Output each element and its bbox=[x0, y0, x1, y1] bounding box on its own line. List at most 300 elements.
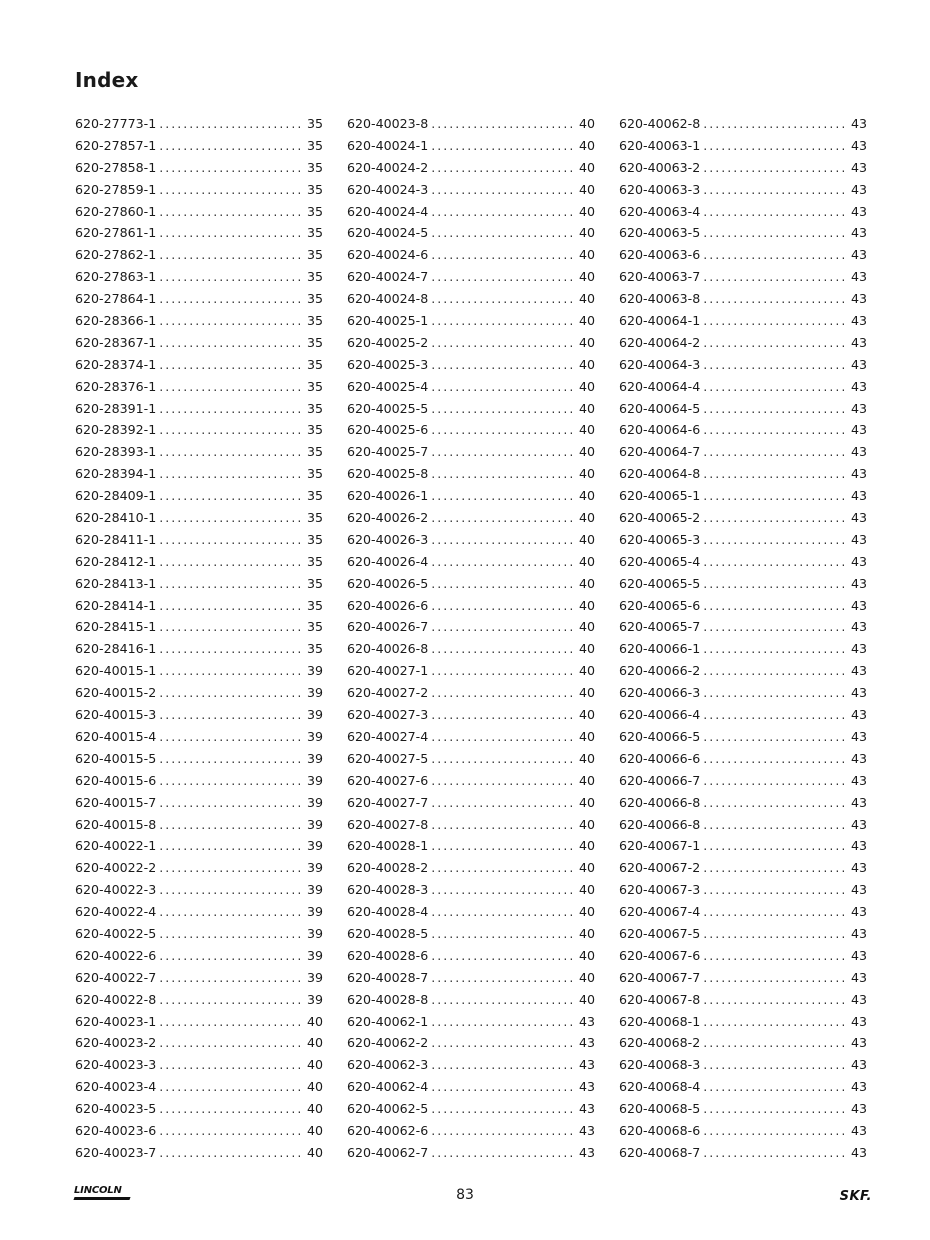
dot-leader bbox=[431, 967, 576, 989]
dot-leader bbox=[159, 1120, 304, 1142]
page-reference: 39 bbox=[306, 969, 323, 985]
part-number: 620-40067-8 bbox=[619, 991, 701, 1007]
index-entry bbox=[75, 1011, 323, 1033]
index-entry bbox=[347, 616, 595, 638]
index-entry bbox=[347, 266, 595, 288]
page-reference: 40 bbox=[578, 531, 595, 547]
dot-leader bbox=[431, 288, 576, 310]
page-reference: 43 bbox=[850, 137, 867, 153]
page-reference: 35 bbox=[306, 531, 323, 547]
index-entry bbox=[75, 288, 323, 310]
part-number: 620-40025-4 bbox=[347, 378, 429, 394]
dot-leader bbox=[431, 1098, 576, 1120]
dot-leader bbox=[703, 310, 848, 332]
part-number: 620-40026-6 bbox=[347, 597, 429, 613]
dot-leader bbox=[703, 595, 848, 617]
index-entry bbox=[347, 135, 595, 157]
part-number: 620-40064-6 bbox=[619, 422, 701, 438]
dot-leader bbox=[703, 332, 848, 354]
part-number: 620-40065-6 bbox=[619, 597, 701, 613]
page-reference: 39 bbox=[306, 860, 323, 876]
part-number: 620-40067-2 bbox=[619, 860, 701, 876]
index-entry bbox=[619, 748, 867, 770]
part-number: 620-28394-1 bbox=[75, 466, 157, 482]
index-entry bbox=[75, 507, 323, 529]
dot-leader bbox=[703, 770, 848, 792]
page-reference: 43 bbox=[850, 1079, 867, 1095]
part-number: 620-27773-1 bbox=[75, 116, 157, 131]
part-number: 620-40068-2 bbox=[619, 1035, 701, 1051]
dot-leader bbox=[431, 332, 576, 354]
dot-leader bbox=[159, 967, 304, 989]
index-entry bbox=[347, 814, 595, 836]
index-entry bbox=[619, 507, 867, 529]
dot-leader bbox=[159, 441, 304, 463]
page-reference: 40 bbox=[578, 597, 595, 613]
index-entry bbox=[619, 266, 867, 288]
page-reference: 39 bbox=[306, 882, 323, 898]
page-reference: 39 bbox=[306, 925, 323, 941]
page-reference: 39 bbox=[306, 904, 323, 920]
dot-leader bbox=[431, 660, 576, 682]
page-reference: 43 bbox=[578, 1057, 595, 1073]
page-reference: 40 bbox=[578, 816, 595, 832]
page-reference: 43 bbox=[850, 991, 867, 1007]
dot-leader bbox=[159, 135, 304, 157]
dot-leader bbox=[703, 398, 848, 420]
dot-leader bbox=[431, 419, 576, 441]
page-reference: 40 bbox=[578, 137, 595, 153]
page-reference: 40 bbox=[578, 969, 595, 985]
dot-leader bbox=[431, 573, 576, 595]
page-reference: 35 bbox=[306, 291, 323, 307]
dot-leader bbox=[431, 857, 576, 879]
part-number: 620-40023-6 bbox=[75, 1122, 157, 1138]
dot-leader bbox=[431, 682, 576, 704]
page-reference: 43 bbox=[850, 882, 867, 898]
dot-leader bbox=[703, 901, 848, 923]
part-number: 620-40023-4 bbox=[75, 1079, 157, 1095]
index-entry bbox=[619, 616, 867, 638]
part-number: 620-40063-6 bbox=[619, 247, 701, 263]
index-entry bbox=[75, 660, 323, 682]
dot-leader bbox=[159, 1032, 304, 1054]
dot-leader bbox=[431, 354, 576, 376]
dot-leader bbox=[703, 551, 848, 573]
part-number: 620-40026-3 bbox=[347, 531, 429, 547]
page-reference: 40 bbox=[578, 269, 595, 285]
dot-leader bbox=[431, 507, 576, 529]
dot-leader bbox=[703, 573, 848, 595]
index-entry bbox=[75, 770, 323, 792]
index-column-1 bbox=[75, 113, 323, 1164]
dot-leader bbox=[159, 201, 304, 223]
part-number: 620-28391-1 bbox=[75, 400, 157, 416]
page-reference: 40 bbox=[578, 619, 595, 635]
dot-leader bbox=[703, 945, 848, 967]
index-entry bbox=[619, 770, 867, 792]
part-number: 620-40028-8 bbox=[347, 991, 429, 1007]
index-entry bbox=[75, 1032, 323, 1054]
page-reference: 40 bbox=[578, 860, 595, 876]
index-entry bbox=[619, 1054, 867, 1076]
page-reference: 43 bbox=[850, 794, 867, 810]
part-number: 620-40063-2 bbox=[619, 159, 701, 175]
part-number: 620-40015-4 bbox=[75, 728, 157, 744]
page-reference: 35 bbox=[306, 488, 323, 504]
page-reference: 40 bbox=[578, 356, 595, 372]
index-entry bbox=[619, 419, 867, 441]
index-entry bbox=[347, 748, 595, 770]
dot-leader bbox=[431, 704, 576, 726]
part-number: 620-40015-6 bbox=[75, 772, 157, 788]
index-entry bbox=[347, 923, 595, 945]
dot-leader bbox=[159, 1011, 304, 1033]
page-reference: 35 bbox=[306, 597, 323, 613]
page-reference: 43 bbox=[850, 378, 867, 394]
page-title: Index bbox=[75, 68, 139, 92]
dot-leader bbox=[703, 113, 848, 135]
index-entry bbox=[619, 1076, 867, 1098]
index-entry bbox=[75, 726, 323, 748]
part-number: 620-28393-1 bbox=[75, 444, 157, 460]
part-number: 620-40027-3 bbox=[347, 707, 429, 723]
dot-leader bbox=[159, 376, 304, 398]
part-number: 620-40027-6 bbox=[347, 772, 429, 788]
dot-leader bbox=[159, 332, 304, 354]
index-entry bbox=[619, 551, 867, 573]
index-entry bbox=[347, 1098, 595, 1120]
page-reference: 43 bbox=[850, 1144, 867, 1160]
dot-leader bbox=[431, 157, 576, 179]
page-reference: 39 bbox=[306, 772, 323, 788]
page-reference: 40 bbox=[578, 247, 595, 263]
page-reference: 40 bbox=[306, 1101, 323, 1117]
part-number: 620-40023-3 bbox=[75, 1057, 157, 1073]
page-reference: 40 bbox=[578, 334, 595, 350]
index-entry bbox=[619, 354, 867, 376]
index-entry bbox=[75, 310, 323, 332]
part-number: 620-40022-1 bbox=[75, 838, 157, 854]
page-reference: 40 bbox=[578, 728, 595, 744]
part-number: 620-28376-1 bbox=[75, 378, 157, 394]
page-reference: 43 bbox=[850, 203, 867, 219]
index-entry bbox=[347, 332, 595, 354]
index-entry bbox=[75, 901, 323, 923]
page-reference: 43 bbox=[850, 313, 867, 329]
page-reference: 43 bbox=[850, 356, 867, 372]
part-number: 620-40027-4 bbox=[347, 728, 429, 744]
page-reference: 35 bbox=[306, 466, 323, 482]
part-number: 620-40028-4 bbox=[347, 904, 429, 920]
page-reference: 43 bbox=[850, 1101, 867, 1117]
index-entry bbox=[619, 573, 867, 595]
index-entry bbox=[75, 704, 323, 726]
dot-leader bbox=[431, 792, 576, 814]
page-reference: 40 bbox=[578, 225, 595, 241]
dot-leader bbox=[159, 310, 304, 332]
part-number: 620-40065-4 bbox=[619, 553, 701, 569]
index-entry bbox=[75, 113, 323, 135]
part-number: 620-40063-3 bbox=[619, 181, 701, 197]
page-reference: 40 bbox=[306, 1122, 323, 1138]
page-reference: 35 bbox=[306, 137, 323, 153]
page-reference: 40 bbox=[306, 1079, 323, 1095]
part-number: 620-40025-5 bbox=[347, 400, 429, 416]
index-entry bbox=[347, 157, 595, 179]
part-number: 620-28411-1 bbox=[75, 531, 157, 547]
page-reference: 35 bbox=[306, 203, 323, 219]
page-reference: 43 bbox=[850, 334, 867, 350]
part-number: 620-40025-2 bbox=[347, 334, 429, 350]
part-number: 620-27858-1 bbox=[75, 159, 157, 175]
page-reference: 43 bbox=[850, 772, 867, 788]
page-reference: 35 bbox=[306, 356, 323, 372]
part-number: 620-40023-8 bbox=[347, 116, 429, 131]
part-number: 620-40062-7 bbox=[347, 1144, 429, 1160]
part-number: 620-40065-2 bbox=[619, 510, 701, 526]
index-entry bbox=[347, 638, 595, 660]
dot-leader bbox=[159, 1098, 304, 1120]
page-reference: 39 bbox=[306, 991, 323, 1007]
index-entry bbox=[347, 857, 595, 879]
part-number: 620-40062-2 bbox=[347, 1035, 429, 1051]
part-number: 620-40028-7 bbox=[347, 969, 429, 985]
dot-leader bbox=[159, 704, 304, 726]
dot-leader bbox=[159, 989, 304, 1011]
part-number: 620-40026-7 bbox=[347, 619, 429, 635]
page-reference: 43 bbox=[850, 707, 867, 723]
part-number: 620-40063-7 bbox=[619, 269, 701, 285]
page-reference: 43 bbox=[578, 1122, 595, 1138]
page-reference: 35 bbox=[306, 619, 323, 635]
part-number: 620-40024-6 bbox=[347, 247, 429, 263]
index-entry bbox=[619, 1098, 867, 1120]
dot-leader bbox=[703, 923, 848, 945]
part-number: 620-40065-7 bbox=[619, 619, 701, 635]
page-reference: 35 bbox=[306, 400, 323, 416]
page-reference: 40 bbox=[578, 882, 595, 898]
index-entry bbox=[347, 879, 595, 901]
index-entry bbox=[619, 463, 867, 485]
index-entry bbox=[347, 551, 595, 573]
dot-leader bbox=[159, 1054, 304, 1076]
part-number: 620-40025-3 bbox=[347, 356, 429, 372]
page-reference: 40 bbox=[306, 1144, 323, 1160]
index-entry bbox=[619, 376, 867, 398]
page-reference: 35 bbox=[306, 422, 323, 438]
part-number: 620-40064-2 bbox=[619, 334, 701, 350]
dot-leader bbox=[703, 419, 848, 441]
part-number: 620-40028-1 bbox=[347, 838, 429, 854]
part-number: 620-40015-3 bbox=[75, 707, 157, 723]
index-entry bbox=[347, 529, 595, 551]
index-entry bbox=[619, 157, 867, 179]
page-reference: 40 bbox=[578, 444, 595, 460]
page-reference: 40 bbox=[578, 422, 595, 438]
dot-leader bbox=[159, 354, 304, 376]
part-number: 620-27864-1 bbox=[75, 291, 157, 307]
index-entry bbox=[75, 398, 323, 420]
part-number: 620-40023-5 bbox=[75, 1101, 157, 1117]
part-number: 620-40024-7 bbox=[347, 269, 429, 285]
part-number: 620-40066-8 bbox=[619, 794, 701, 810]
dot-leader bbox=[159, 770, 304, 792]
dot-leader bbox=[703, 376, 848, 398]
part-number: 620-40067-1 bbox=[619, 838, 701, 854]
dot-leader bbox=[703, 288, 848, 310]
index-entry bbox=[75, 485, 323, 507]
dot-leader bbox=[431, 989, 576, 1011]
dot-leader bbox=[431, 814, 576, 836]
part-number: 620-40065-5 bbox=[619, 575, 701, 591]
index-entry bbox=[619, 441, 867, 463]
part-number: 620-40068-1 bbox=[619, 1013, 701, 1029]
dot-leader bbox=[431, 616, 576, 638]
page-reference: 43 bbox=[850, 422, 867, 438]
part-number: 620-40022-8 bbox=[75, 991, 157, 1007]
dot-leader bbox=[159, 945, 304, 967]
index-entry bbox=[347, 1076, 595, 1098]
page-reference: 35 bbox=[306, 334, 323, 350]
part-number: 620-40062-6 bbox=[347, 1122, 429, 1138]
dot-leader bbox=[703, 1120, 848, 1142]
part-number: 620-40062-3 bbox=[347, 1057, 429, 1073]
part-number: 620-40026-4 bbox=[347, 553, 429, 569]
page-reference: 40 bbox=[578, 641, 595, 657]
page-reference: 40 bbox=[578, 116, 595, 131]
page-reference: 40 bbox=[578, 575, 595, 591]
part-number: 620-40015-2 bbox=[75, 685, 157, 701]
dot-leader bbox=[159, 179, 304, 201]
dot-leader bbox=[431, 1076, 576, 1098]
part-number: 620-40023-1 bbox=[75, 1013, 157, 1029]
page-reference: 40 bbox=[578, 203, 595, 219]
index-entry bbox=[619, 135, 867, 157]
dot-leader bbox=[431, 179, 576, 201]
index-entry bbox=[347, 704, 595, 726]
part-number: 620-40068-4 bbox=[619, 1079, 701, 1095]
index-entry bbox=[347, 441, 595, 463]
dot-leader bbox=[431, 529, 576, 551]
index-entry bbox=[75, 1054, 323, 1076]
part-number: 620-40066-4 bbox=[619, 707, 701, 723]
dot-leader bbox=[703, 967, 848, 989]
index-entry bbox=[347, 835, 595, 857]
dot-leader bbox=[159, 244, 304, 266]
part-number: 620-40015-5 bbox=[75, 750, 157, 766]
dot-leader bbox=[159, 266, 304, 288]
index-entry bbox=[619, 1032, 867, 1054]
index-entry bbox=[75, 1098, 323, 1120]
dot-leader bbox=[703, 179, 848, 201]
page-reference: 43 bbox=[850, 904, 867, 920]
dot-leader bbox=[159, 288, 304, 310]
page-reference: 43 bbox=[850, 838, 867, 854]
part-number: 620-40024-4 bbox=[347, 203, 429, 219]
index-entry bbox=[619, 726, 867, 748]
index-entry bbox=[347, 1032, 595, 1054]
dot-leader bbox=[703, 1011, 848, 1033]
part-number: 620-28415-1 bbox=[75, 619, 157, 635]
index-entry bbox=[347, 419, 595, 441]
page-reference: 35 bbox=[306, 269, 323, 285]
index-entry bbox=[347, 1054, 595, 1076]
part-number: 620-28410-1 bbox=[75, 510, 157, 526]
part-number: 620-40063-1 bbox=[619, 137, 701, 153]
dot-leader bbox=[703, 1098, 848, 1120]
part-number: 620-40025-6 bbox=[347, 422, 429, 438]
index-column-2 bbox=[347, 113, 595, 1164]
part-number: 620-40068-5 bbox=[619, 1101, 701, 1117]
page-reference: 43 bbox=[850, 860, 867, 876]
part-number: 620-40025-8 bbox=[347, 466, 429, 482]
index-entry bbox=[619, 989, 867, 1011]
page-reference: 43 bbox=[850, 488, 867, 504]
dot-leader bbox=[703, 507, 848, 529]
dot-leader bbox=[159, 529, 304, 551]
page-reference: 43 bbox=[850, 247, 867, 263]
index-entry bbox=[619, 879, 867, 901]
dot-leader bbox=[159, 485, 304, 507]
index-entry bbox=[75, 967, 323, 989]
part-number: 620-40025-1 bbox=[347, 313, 429, 329]
page-reference: 43 bbox=[850, 181, 867, 197]
page-reference: 40 bbox=[578, 553, 595, 569]
index-entry bbox=[347, 660, 595, 682]
part-number: 620-40028-2 bbox=[347, 860, 429, 876]
part-number: 620-27859-1 bbox=[75, 181, 157, 197]
page-reference: 43 bbox=[850, 597, 867, 613]
dot-leader bbox=[159, 638, 304, 660]
page-reference: 40 bbox=[306, 1035, 323, 1051]
part-number: 620-40023-2 bbox=[75, 1035, 157, 1051]
index-entry bbox=[619, 244, 867, 266]
dot-leader bbox=[703, 748, 848, 770]
index-entry bbox=[619, 529, 867, 551]
index-entry bbox=[75, 332, 323, 354]
page-reference: 35 bbox=[306, 553, 323, 569]
part-number: 620-28412-1 bbox=[75, 553, 157, 569]
part-number: 620-40025-7 bbox=[347, 444, 429, 460]
index-entry bbox=[619, 660, 867, 682]
part-number: 620-40027-2 bbox=[347, 685, 429, 701]
page-reference: 40 bbox=[578, 291, 595, 307]
index-entry bbox=[619, 923, 867, 945]
dot-leader bbox=[159, 726, 304, 748]
index-entry bbox=[75, 682, 323, 704]
part-number: 620-40067-6 bbox=[619, 947, 701, 963]
dot-leader bbox=[431, 638, 576, 660]
index-entry bbox=[619, 814, 867, 836]
part-number: 620-40026-1 bbox=[347, 488, 429, 504]
dot-leader bbox=[703, 726, 848, 748]
page-reference: 40 bbox=[306, 1013, 323, 1029]
page-reference: 35 bbox=[306, 575, 323, 591]
page-reference: 35 bbox=[306, 225, 323, 241]
page-reference: 43 bbox=[850, 510, 867, 526]
dot-leader bbox=[431, 376, 576, 398]
index-entry bbox=[75, 376, 323, 398]
part-number: 620-40022-6 bbox=[75, 947, 157, 963]
index-entry bbox=[347, 945, 595, 967]
dot-leader bbox=[431, 201, 576, 223]
index-entry bbox=[347, 485, 595, 507]
part-number: 620-40066-1 bbox=[619, 641, 701, 657]
page-reference: 39 bbox=[306, 707, 323, 723]
dot-leader bbox=[703, 814, 848, 836]
index-entry bbox=[347, 113, 595, 135]
